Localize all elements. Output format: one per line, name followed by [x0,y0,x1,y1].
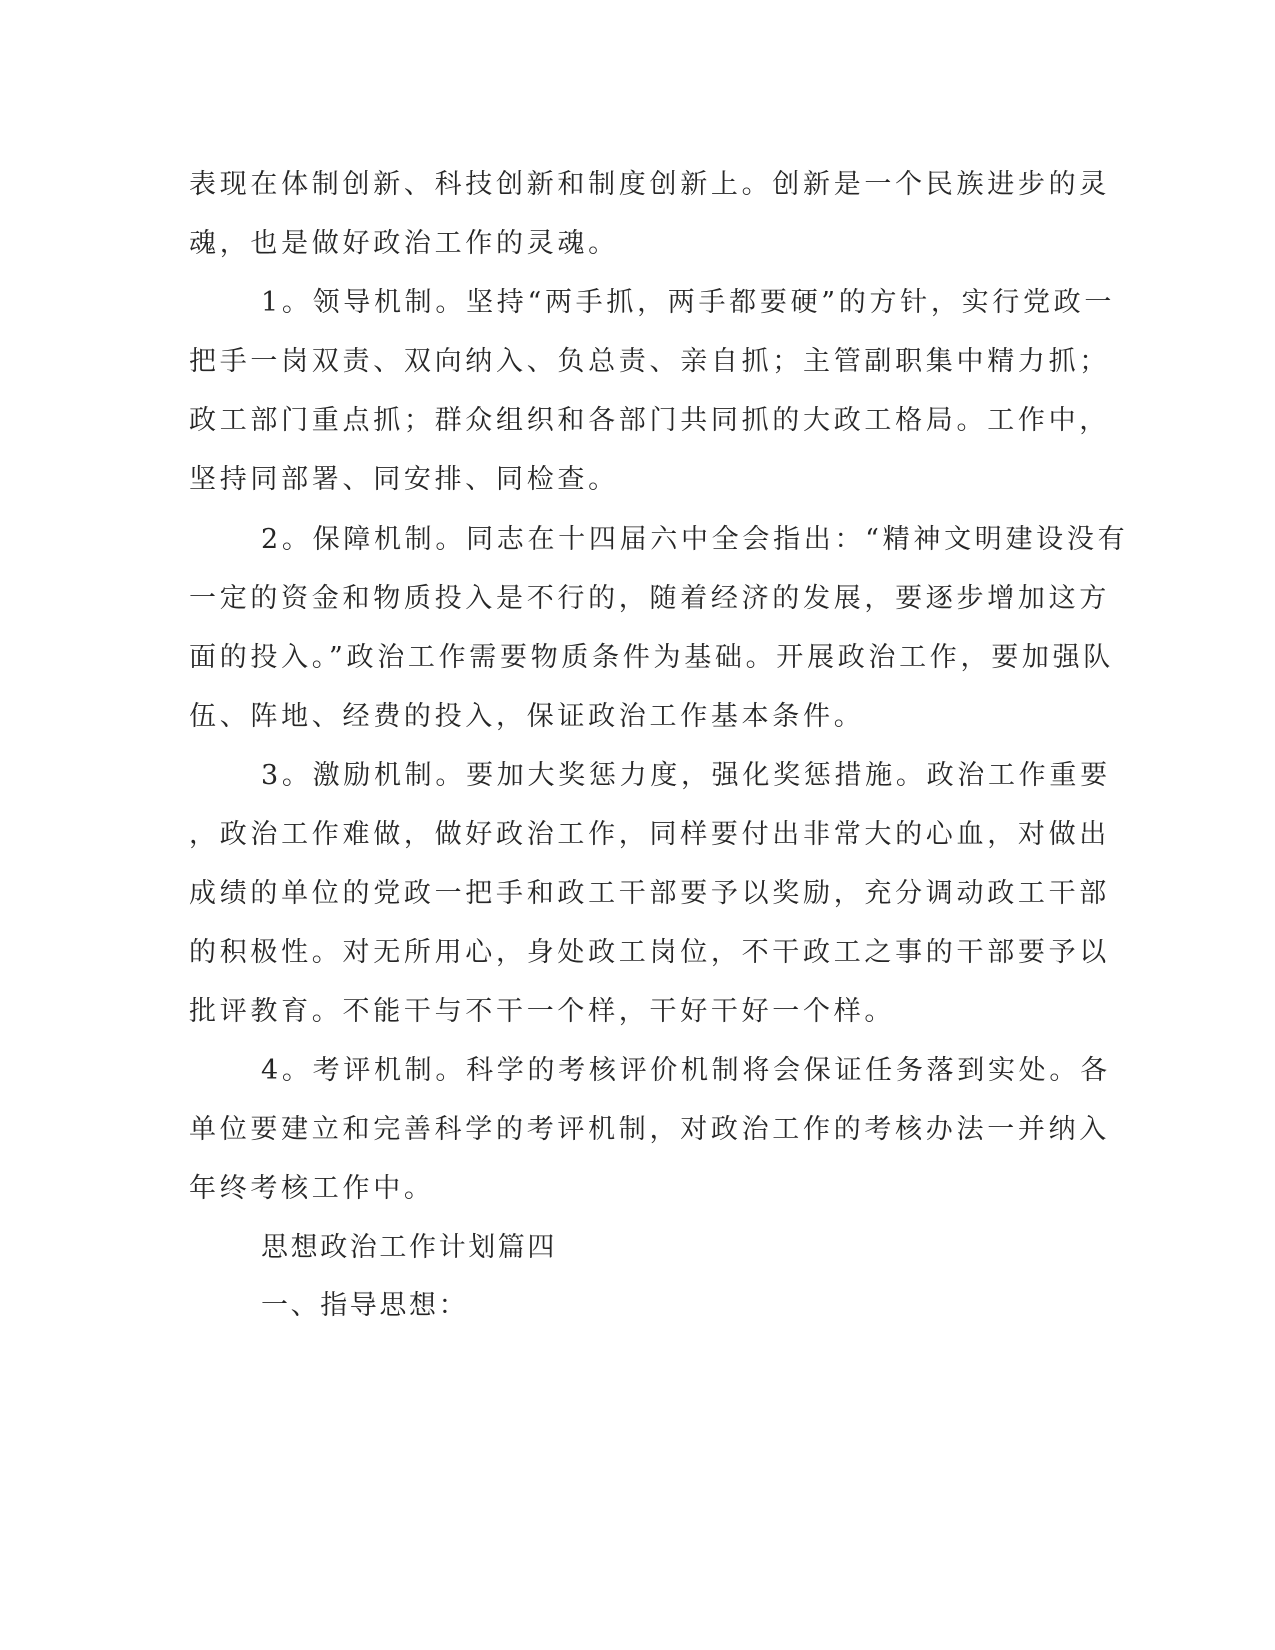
paragraph-line: 成绩的单位的党政一把手和政工干部要予以奖励，充分调动政工干部 [189,878,1110,909]
paragraph-line: 伍、阵地、经费的投入，保证政治工作基本条件。 [189,701,865,732]
paragraph-line: 单位要建立和完善科学的考评机制，对政治工作的考核办法一并纳入 [189,1114,1110,1145]
paragraph-line: 1。领导机制。坚持“两手抓，两手都要硬”的方针，实行党政一 [261,287,1116,318]
paragraph-line: 坚持同部署、同安排、同检查。 [189,464,619,495]
paragraph-line: 年终考核工作中。 [189,1173,435,1204]
paragraph-line: 4。考评机制。科学的考核评价机制将会保证任务落到实处。各 [261,1055,1111,1086]
paragraph-line: 面的投入。”政治工作需要物质条件为基础。开展政治工作，要加强队 [189,642,1115,673]
paragraph-line: 魂，也是做好政治工作的灵魂。 [189,228,619,259]
paragraph-line: 表现在体制创新、科技创新和制度创新上。创新是一个民族进步的灵 [189,169,1110,200]
paragraph-line: 2。保障机制。同志在十四届六中全会指出：“精神文明建设没有 [261,524,1129,555]
paragraph-line: 的积极性。对无所用心，身处政工岗位，不干政工之事的干部要予以 [189,937,1110,968]
paragraph-line: 政工部门重点抓；群众组织和各部门共同抓的大政工格局。工作中， [189,405,1110,436]
paragraph-line: 一定的资金和物质投入是不行的，随着经济的发展，要逐步增加这方 [189,583,1110,614]
subsection-heading: 一、指导思想： [261,1290,469,1321]
paragraph-line: 3。激励机制。要加大奖惩力度，强化奖惩措施。政治工作重要 [261,760,1111,791]
section-title: 思想政治工作计划篇四 [261,1232,557,1263]
paragraph-line: 批评教育。不能干与不干一个样，干好干好一个样。 [189,996,896,1027]
paragraph-line: 把手一岗双责、双向纳入、负总责、亲自抓；主管副职集中精力抓； [189,346,1110,377]
paragraph-line: ，政治工作难做，做好政治工作，同样要付出非常大的心血，对做出 [189,819,1110,850]
